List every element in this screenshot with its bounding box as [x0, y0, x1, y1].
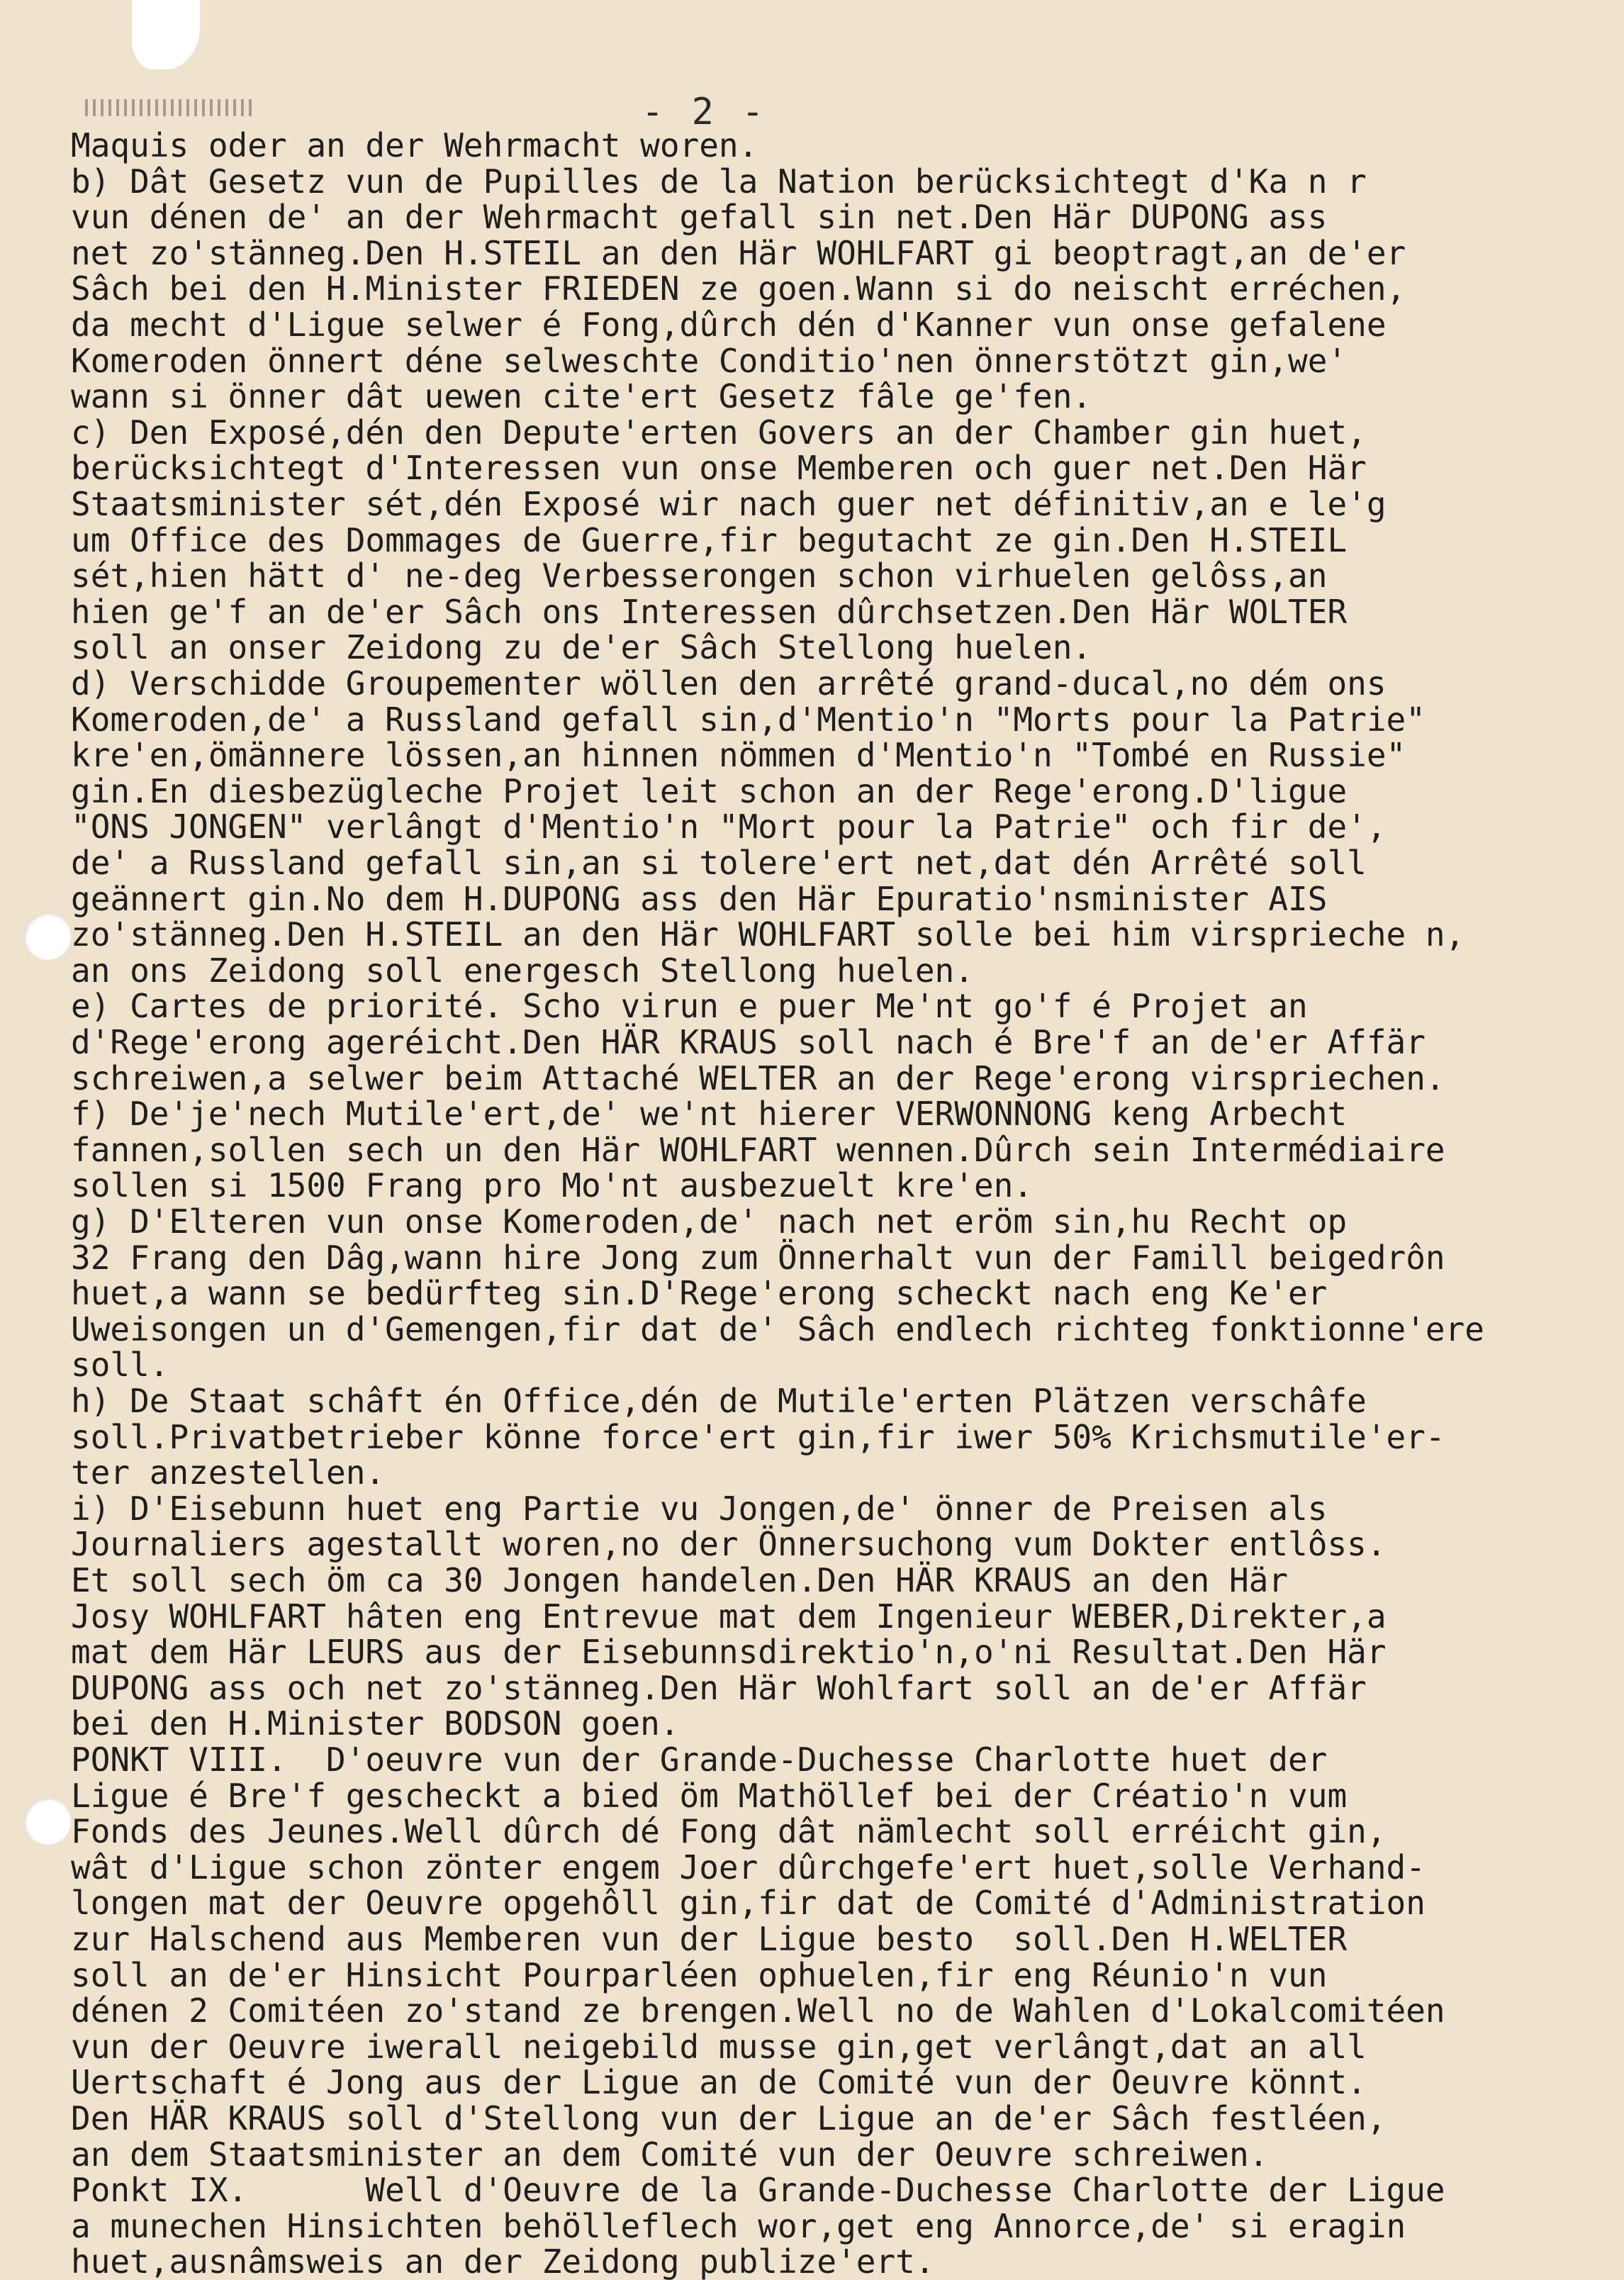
text-line: wât d'Ligue schon zönter engem Joer dûrchgefe'ert huet,solle Verhand-	[71, 1848, 1426, 1887]
text-line: vun der Oeuvre iwerall neigebild musse gin,get verlângt,dat an all	[71, 2027, 1367, 2066]
text-line: e) Cartes de priorité. Scho virun e puer Me'nt go'f é Projet an	[71, 987, 1308, 1026]
text-line: Komeroden,de' a Russland gefall sin,d'Mentio'n "Morts pour la Patrie"	[71, 700, 1426, 739]
text-line: gin.En diesbezügleche Projet leit schon an der Rege'erong.D'ligue	[71, 771, 1348, 810]
text-line: sollen si 1500 Frang pro Mo'nt ausbezuelt kre'en.	[71, 1166, 1034, 1205]
text-line: b) Dât Gesetz vun de Pupilles de la Nation berücksichtegt d'Ka n r	[71, 162, 1367, 201]
text-line: "ONS JONGEN" verlângt d'Mentio'n "Mort pour la Patrie" och fir de',	[71, 808, 1387, 846]
text-line: Maquis oder an der Wehrmacht woren.	[71, 126, 758, 164]
text-line: huet,a wann se bedürfteg sin.D'Rege'erong scheckt nach eng Ke'er	[71, 1274, 1328, 1313]
text-line: soll.	[71, 1346, 169, 1385]
text-line: Uertschaft é Jong aus der Ligue an de Comité vun der Oeuvre könnt.	[71, 2063, 1367, 2102]
text-line: i) D'Eisebunn huet eng Partie vu Jongen,de' önner de Preisen als	[71, 1489, 1328, 1528]
text-line: DUPONG ass och net zo'stänneg.Den Här Wohlfart soll an de'er Affär	[71, 1668, 1367, 1707]
text-line: Ponkt IX. Well d'Oeuvre de la Grande-Duchesse Charlotte der Ligue	[71, 2171, 1445, 2210]
text-line: a munechen Hinsichten behölleflech wor,get eng Annorce,de' si eragin	[71, 2206, 1406, 2245]
text-line: soll an onser Zeidong zu de'er Sâch Stellong huelen.	[71, 628, 1092, 667]
text-line: de' a Russland gefall sin,an si tolere'ert net,dat dén Arrêté soll	[71, 844, 1367, 882]
text-line: zo'stänneg.Den H.STEIL an den Här WOHLFART solle bei him virsprieche n,	[71, 915, 1465, 954]
text-line: ter anzestellen.	[71, 1453, 386, 1492]
text-line: bei den H.Minister BODSON goen.	[71, 1704, 680, 1743]
text-line: schreiwen,a selwer beim Attaché WELTER an der Rege'erong virspriechen.	[71, 1058, 1445, 1097]
text-line: g) D'Elteren vun onse Komeroden,de' nach net eröm sin,hu Recht op	[71, 1202, 1348, 1241]
text-line: soll an de'er Hinsicht Pourparléen ophuelen,fir eng Réunio'n vun	[71, 1955, 1328, 1994]
text-line: Komeroden önnert déne selweschte Conditio'nen önnerstötzt gin,we'	[71, 341, 1348, 380]
text-line: Josy WOHLFART hâten eng Entrevue mat dem Ingenieur WEBER,Direkter,a	[71, 1597, 1387, 1636]
text-line: sét,hien hätt d' ne-deg Verbesserongen schon virhuelen gelôss,an	[71, 557, 1328, 596]
text-line: berücksichtegt d'Interessen vun onse Memberen och guer net.Den Här	[71, 449, 1367, 488]
text-line: 32 Frang den Dâg,wann hire Jong zum Önnerhalt vun der Famill beigedrôn	[71, 1238, 1445, 1277]
text-line: d'Rege'erong ageréicht.Den HÄR KRAUS soll nach é Bre'f an de'er Affär	[71, 1023, 1426, 1061]
text-line: Fonds des Jeunes.Well dûrch dé Fong dât nämlecht soll erréicht gin,	[71, 1812, 1387, 1851]
text-line: Et soll sech öm ca 30 Jongen handelen.Den HÄR KRAUS an den Här	[71, 1561, 1289, 1599]
text-line: PONKT VIII. D'oeuvre vun der Grande-Duchesse Charlotte huet der	[71, 1740, 1328, 1779]
text-line: f) De'je'nech Mutile'ert,de' we'nt hierer VERWONNONG keng Arbecht	[71, 1095, 1348, 1134]
page-number: - 2 -	[642, 91, 767, 133]
torn-corner	[132, 0, 200, 69]
text-line: dénen 2 Comitéen zo'stand ze brengen.Well no de Wahlen d'Lokalcomitéen	[71, 1991, 1445, 2030]
text-line: Den HÄR KRAUS soll d'Stellong vun der Ligue an de'er Sâch festléen,	[71, 2099, 1387, 2138]
text-line: longen mat der Oeuvre opgehôll gin,fir dat de Comité d'Administration	[71, 1884, 1426, 1923]
text-line: huet,ausnâmsweis an der Zeidong publize'ert.	[71, 2242, 935, 2280]
text-line: vun dénen de' an der Wehrmacht gefall sin net.Den Här DUPONG ass	[71, 198, 1328, 237]
text-line: kre'en,ömännere lössen,an hinnen nömmen d'Mentio'n "Tombé en Russie"	[71, 736, 1406, 775]
text-line: an ons Zeidong soll energesch Stellong huelen.	[71, 951, 974, 990]
text-line: fannen,sollen sech un den Här WOHLFART wennen.Dûrch sein Intermédiaire	[71, 1130, 1445, 1169]
text-line: Uweisongen un d'Gemengen,fir dat de' Sâch endlech richteg fonktionne'ere	[71, 1309, 1484, 1348]
text-line: Staatsminister sét,dén Exposé wir nach guer net définitiv,an e le'g	[71, 485, 1387, 523]
text-line: Sâch bei den H.Minister FRIEDEN ze goen.Wann si do neischt erréchen,	[71, 269, 1406, 308]
text-line: Journaliers agestallt woren,no der Önnersuchong vum Dokter entlôss.	[71, 1525, 1387, 1564]
ink-smudge	[85, 99, 255, 116]
text-line: hien ge'f an de'er Sâch ons Interessen dûrchsetzen.Den Här WOLTER	[71, 592, 1348, 631]
text-line: c) Den Exposé,dén den Depute'erten Govers an der Chamber gin huet,	[71, 413, 1367, 452]
text-line: zur Halschend aus Memberen vun der Ligue besto soll.Den H.WELTER	[71, 1920, 1348, 1958]
text-line: um Office des Dommages de Guerre,fir begutacht ze gin.Den H.STEIL	[71, 520, 1348, 559]
text-line: wann si önner dât uewen cite'ert Gesetz fâle ge'fen.	[71, 377, 1092, 416]
text-line: da mecht d'Ligue selwer é Fong,dûrch dén d'Kanner vun onse gefalene	[71, 306, 1387, 344]
text-line: Ligue é Bre'f gescheckt a bied öm Mathöllef bei der Créatio'n vum	[71, 1776, 1348, 1815]
text-line: soll.Privatbetrieber könne force'ert gin,fir iwer 50% Krichsmutile'er-	[71, 1417, 1445, 1456]
text-line: geännert gin.No dem H.DUPONG ass den Här Epuratio'nsminister AIS	[71, 879, 1328, 918]
text-line: an dem Staatsminister an dem Comité vun der Oeuvre schreiwen.	[71, 2135, 1269, 2174]
text-line: net zo'stänneg.Den H.STEIL an den Här WOHLFART gi beoptragt,an de'er	[71, 233, 1406, 272]
text-line: d) Verschidde Groupementer wöllen den arrêté grand-ducal,no dém ons	[71, 664, 1387, 703]
text-line: mat dem Här LEURS aus der Eisebunnsdirektio'n,o'ni Resultat.Den Här	[71, 1633, 1387, 1672]
punch-hole	[24, 913, 71, 960]
punch-hole	[24, 1798, 71, 1845]
text-line: h) De Staat schâft én Office,dén de Mutile'erten Plätzen verschâfe	[71, 1382, 1367, 1420]
